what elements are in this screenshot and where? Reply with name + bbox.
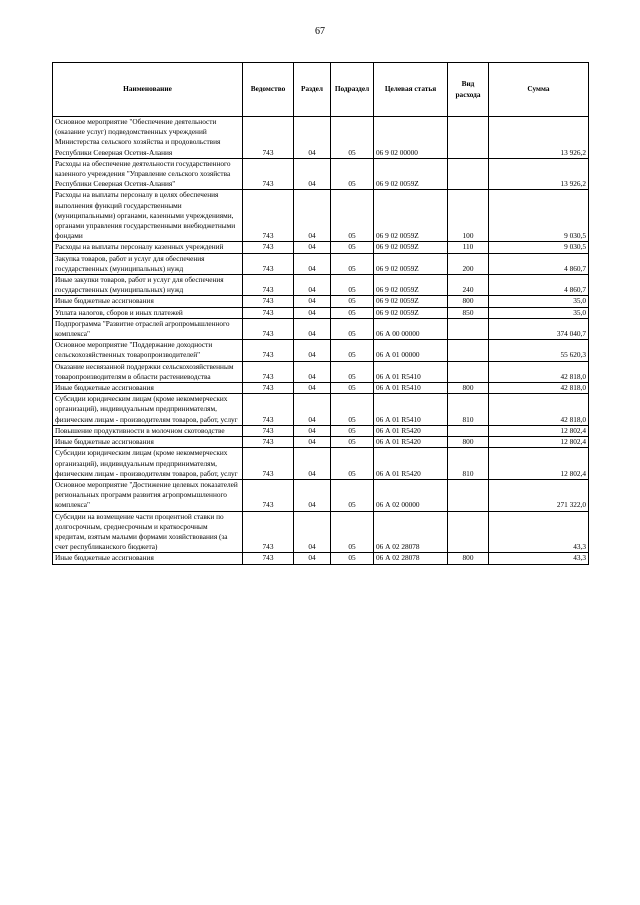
- row-sum-cell: 43,3: [489, 511, 589, 553]
- row-subsection-cell: 05: [331, 253, 374, 274]
- row-target-cell: 06 9 02 00000: [374, 117, 448, 159]
- row-sum-cell: 43,3: [489, 553, 589, 564]
- row-dept-cell: 743: [243, 437, 294, 448]
- row-name-cell: Расходы на выплаты персоналу казенных учреждений: [53, 242, 243, 253]
- row-section-cell: 04: [294, 242, 331, 253]
- row-target-cell: 06 А 01 R5410: [374, 394, 448, 426]
- row-section-cell: 04: [294, 553, 331, 564]
- row-subsection-cell: 05: [331, 425, 374, 436]
- row-name-cell: Основное мероприятие "Обеспечение деятельности (оказание услуг) подведомственных учреждений Министерства сельского хозяйства и продовольствия Республики Северная Осетия-Алания: [53, 117, 243, 159]
- row-name-cell: Иные бюджетные ассигнования: [53, 383, 243, 394]
- table-row: [53, 361, 589, 382]
- row-section-cell: 04: [294, 307, 331, 318]
- row-type-cell: 100: [448, 190, 489, 242]
- row-subsection-cell: 05: [331, 117, 374, 159]
- row-sum-cell: 4 860,7: [489, 275, 589, 296]
- row-subsection-cell: 05: [331, 340, 374, 361]
- row-sum-cell: 4 860,7: [489, 253, 589, 274]
- header-target: Целевая статья: [374, 63, 448, 117]
- row-dept-cell: 743: [243, 394, 294, 426]
- row-target-cell: 06 9 02 0059Z: [374, 242, 448, 253]
- row-dept-cell: 743: [243, 242, 294, 253]
- table-row: [53, 394, 589, 426]
- row-sum-cell: 35,0: [489, 296, 589, 307]
- table-row: [53, 437, 589, 448]
- row-type-cell: 810: [448, 394, 489, 426]
- row-target-cell: 06 А 01 R5420: [374, 437, 448, 448]
- row-dept-cell: 743: [243, 307, 294, 318]
- row-subsection-cell: 05: [331, 437, 374, 448]
- row-type-cell: 800: [448, 553, 489, 564]
- row-dept-cell: 743: [243, 190, 294, 242]
- row-type-cell: 110: [448, 242, 489, 253]
- row-sum-cell: 12 802,4: [489, 448, 589, 480]
- row-dept-cell: 743: [243, 253, 294, 274]
- row-name-cell: Расходы на выплаты персоналу в целях обеспечения выполнения функций государственными (муниципальными) органами, казенными учреждениями, органами управления государственными внебюджетными фондами: [53, 190, 243, 242]
- row-type-cell: 800: [448, 383, 489, 394]
- row-name-cell: Иные закупки товаров, работ и услуг для обеспечения государственных (муниципальных) нужд: [53, 275, 243, 296]
- row-section-cell: 04: [294, 394, 331, 426]
- row-sum-cell: 13 926,2: [489, 158, 589, 190]
- table-row: [53, 448, 589, 480]
- header-dept: Ведомство: [243, 63, 294, 117]
- row-section-cell: 04: [294, 511, 331, 553]
- table-row: [53, 425, 589, 436]
- row-type-cell: 800: [448, 437, 489, 448]
- row-subsection-cell: 05: [331, 394, 374, 426]
- row-section-cell: 04: [294, 190, 331, 242]
- row-target-cell: 06 А 02 00000: [374, 479, 448, 511]
- row-section-cell: 04: [294, 296, 331, 307]
- row-name-cell: Иные бюджетные ассигнования: [53, 437, 243, 448]
- table-row: [53, 307, 589, 318]
- row-subsection-cell: 05: [331, 158, 374, 190]
- row-section-cell: 04: [294, 425, 331, 436]
- row-section-cell: 04: [294, 318, 331, 339]
- row-name-cell: Повышение продуктивности в молочном скотоводстве: [53, 425, 243, 436]
- row-target-cell: 06 А 00 00000: [374, 318, 448, 339]
- row-dept-cell: 743: [243, 448, 294, 480]
- row-name-cell: Подпрограмма "Развитие отраслей агропромышленного комплекса": [53, 318, 243, 339]
- row-subsection-cell: 05: [331, 296, 374, 307]
- row-dept-cell: 743: [243, 553, 294, 564]
- row-dept-cell: 743: [243, 425, 294, 436]
- row-type-cell: 800: [448, 296, 489, 307]
- row-dept-cell: 743: [243, 158, 294, 190]
- table-row: [53, 553, 589, 564]
- row-dept-cell: 743: [243, 361, 294, 382]
- row-name-cell: Иные бюджетные ассигнования: [53, 553, 243, 564]
- row-name-cell: Уплата налогов, сборов и иных платежей: [53, 307, 243, 318]
- row-sum-cell: 12 802,4: [489, 425, 589, 436]
- header-sum: Сумма: [489, 63, 589, 117]
- row-type-cell: [448, 117, 489, 159]
- row-subsection-cell: 05: [331, 448, 374, 480]
- row-dept-cell: 743: [243, 511, 294, 553]
- row-type-cell: [448, 340, 489, 361]
- table-row: [53, 511, 589, 553]
- row-type-cell: [448, 318, 489, 339]
- row-dept-cell: 743: [243, 479, 294, 511]
- row-name-cell: Основное мероприятие "Поддержание доходности сельскохозяйственных товаропроизводителей": [53, 340, 243, 361]
- row-section-cell: 04: [294, 117, 331, 159]
- row-subsection-cell: 05: [331, 553, 374, 564]
- row-section-cell: 04: [294, 275, 331, 296]
- row-subsection-cell: 05: [331, 190, 374, 242]
- row-target-cell: 06 А 02 28078: [374, 553, 448, 564]
- row-sum-cell: 9 030,5: [489, 190, 589, 242]
- row-sum-cell: 9 030,5: [489, 242, 589, 253]
- row-type-cell: [448, 361, 489, 382]
- row-sum-cell: 55 620,3: [489, 340, 589, 361]
- row-type-cell: 240: [448, 275, 489, 296]
- table-header-row: [53, 63, 589, 117]
- row-name-cell: Иные бюджетные ассигнования: [53, 296, 243, 307]
- row-target-cell: 06 А 01 R5410: [374, 383, 448, 394]
- row-name-cell: Основное мероприятие "Достижение целевых показателей региональных программ развития агропромышленного комплекса": [53, 479, 243, 511]
- row-dept-cell: 743: [243, 296, 294, 307]
- row-name-cell: Оказание несвязанной поддержки сельскохозяйственным товаропроизводителям в области растениеводства: [53, 361, 243, 382]
- row-sum-cell: 374 040,7: [489, 318, 589, 339]
- row-name-cell: Субсидии юридическим лицам (кроме некоммерческих организаций), индивидуальным предпринимателям, физическим лицам - производителям товаров, работ, услуг: [53, 448, 243, 480]
- row-target-cell: 06 9 02 0059Z: [374, 253, 448, 274]
- row-type-cell: 200: [448, 253, 489, 274]
- row-target-cell: 06 9 02 0059Z: [374, 296, 448, 307]
- row-section-cell: 04: [294, 383, 331, 394]
- row-dept-cell: 743: [243, 383, 294, 394]
- row-subsection-cell: 05: [331, 511, 374, 553]
- row-subsection-cell: 05: [331, 361, 374, 382]
- row-target-cell: 06 А 01 00000: [374, 340, 448, 361]
- row-type-cell: [448, 479, 489, 511]
- row-dept-cell: 743: [243, 340, 294, 361]
- row-sum-cell: 271 322,0: [489, 479, 589, 511]
- table-row: [53, 242, 589, 253]
- table-row: [53, 117, 589, 159]
- table-row: [53, 190, 589, 242]
- row-target-cell: 06 9 02 0059Z: [374, 307, 448, 318]
- row-name-cell: Закупка товаров, работ и услуг для обеспечения государственных (муниципальных) нужд: [53, 253, 243, 274]
- row-type-cell: 810: [448, 448, 489, 480]
- row-target-cell: 06 9 02 0059Z: [374, 190, 448, 242]
- table-row: [53, 479, 589, 511]
- row-subsection-cell: 05: [331, 383, 374, 394]
- row-target-cell: 06 9 02 0059Z: [374, 158, 448, 190]
- budget-table: [52, 62, 589, 565]
- row-section-cell: 04: [294, 479, 331, 511]
- row-type-cell: [448, 511, 489, 553]
- row-subsection-cell: 05: [331, 242, 374, 253]
- row-target-cell: 06 А 02 28078: [374, 511, 448, 553]
- row-target-cell: 06 9 02 0059Z: [374, 275, 448, 296]
- row-section-cell: 04: [294, 158, 331, 190]
- row-sum-cell: 42 818,0: [489, 361, 589, 382]
- table-row: [53, 253, 589, 274]
- table-row: [53, 158, 589, 190]
- row-type-cell: [448, 158, 489, 190]
- row-target-cell: 06 А 01 R5410: [374, 361, 448, 382]
- row-type-cell: [448, 425, 489, 436]
- row-section-cell: 04: [294, 361, 331, 382]
- row-section-cell: 04: [294, 340, 331, 361]
- row-name-cell: Расходы на обеспечение деятельности государственного казенного учреждения "Управление сельского хозяйства Республики Северная Осетия-Алания": [53, 158, 243, 190]
- table-row: [53, 383, 589, 394]
- row-subsection-cell: 05: [331, 275, 374, 296]
- table-row: [53, 296, 589, 307]
- table-body: [53, 117, 589, 565]
- row-section-cell: 04: [294, 253, 331, 274]
- row-target-cell: 06 А 01 R5420: [374, 425, 448, 436]
- row-section-cell: 04: [294, 437, 331, 448]
- row-dept-cell: 743: [243, 275, 294, 296]
- row-name-cell: Субсидии на возмещение части процентной ставки по долгосрочным, среднесрочным и краткосрочным кредитам, взятым малыми формами хозяйствования (за счет республиканского бюджета): [53, 511, 243, 553]
- row-sum-cell: 42 818,0: [489, 383, 589, 394]
- header-name: Наименование: [53, 63, 243, 117]
- table-row: [53, 340, 589, 361]
- row-sum-cell: 42 818,0: [489, 394, 589, 426]
- row-subsection-cell: 05: [331, 307, 374, 318]
- row-sum-cell: 35,0: [489, 307, 589, 318]
- row-dept-cell: 743: [243, 318, 294, 339]
- row-sum-cell: 12 802,4: [489, 437, 589, 448]
- row-sum-cell: 13 926,2: [489, 117, 589, 159]
- row-subsection-cell: 05: [331, 318, 374, 339]
- row-target-cell: 06 А 01 R5420: [374, 448, 448, 480]
- header-subsection: Подраздел: [331, 63, 374, 117]
- row-section-cell: 04: [294, 448, 331, 480]
- table-row: [53, 318, 589, 339]
- row-dept-cell: 743: [243, 117, 294, 159]
- row-subsection-cell: 05: [331, 479, 374, 511]
- header-type: Вид расхода: [448, 63, 489, 117]
- row-type-cell: 850: [448, 307, 489, 318]
- row-name-cell: Субсидии юридическим лицам (кроме некоммерческих организаций), индивидуальным предпринимателям, физическим лицам - производителям товаров, работ, услуг: [53, 394, 243, 426]
- table-row: [53, 275, 589, 296]
- page-number: 67: [315, 26, 325, 37]
- header-section: Раздел: [294, 63, 331, 117]
